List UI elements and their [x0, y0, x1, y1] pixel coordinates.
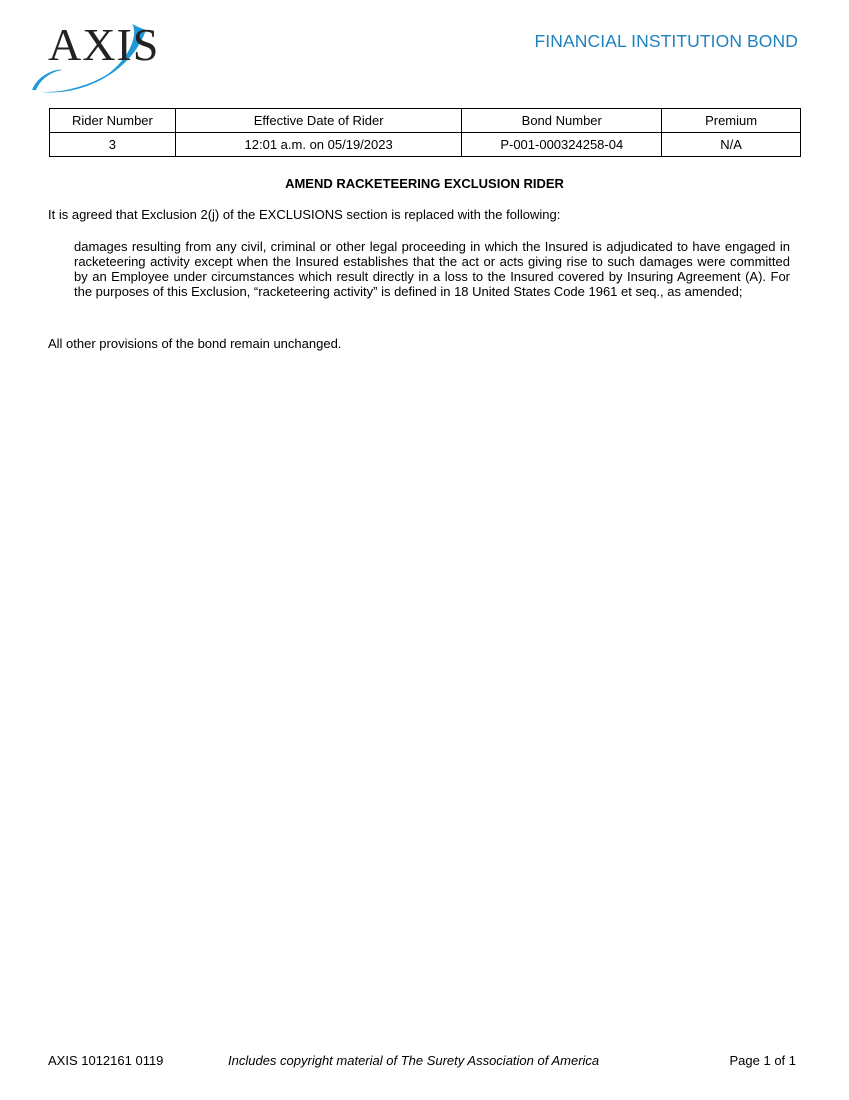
exclusion-paragraph: damages resulting from any civil, criminal or other legal proceeding in which the Insured is adjudicated to have engaged in racketeering activity except when the Insured establishes that the act or acts giving rise to such damages were committed by an Employee under circumstances which result directly in a loss to the Insured covered by Insuring Agreement (A). For the purposes of this Exclusion, “racketeering activity” is defined in 18 United States Code 1961 et seq., as amended;	[74, 239, 790, 299]
effective-date-cell: 12:01 a.m. on 05/19/2023	[175, 133, 462, 157]
footer-form-number: AXIS 1012161 0119	[48, 1053, 164, 1068]
document-title: FINANCIAL INSTITUTION BOND	[534, 31, 798, 51]
closing-paragraph: All other provisions of the bond remain unchanged.	[48, 336, 342, 351]
intro-paragraph: It is agreed that Exclusion 2(j) of the EXCLUSIONS section is replaced with the following:	[48, 207, 561, 222]
column-header-bond-number: Bond Number	[462, 109, 662, 133]
rider-number-cell: 3	[50, 133, 176, 157]
bond-number-cell: P-001-000324258-04	[462, 133, 662, 157]
footer-page-number: Page 1 of 1	[729, 1053, 796, 1068]
column-header-rider-number: Rider Number	[50, 109, 176, 133]
footer-copyright: Includes copyright material of The Surety Association of America	[228, 1053, 600, 1068]
rider-info-table	[49, 108, 801, 157]
axis-logo	[28, 18, 160, 98]
column-header-effective-date: Effective Date of Rider	[175, 109, 462, 133]
rider-title: AMEND RACKETEERING EXCLUSION RIDER	[285, 176, 564, 191]
table-row	[50, 133, 801, 157]
premium-cell: N/A	[662, 133, 801, 157]
table-header-row	[50, 109, 801, 133]
logo-wordmark: AXIS	[48, 19, 160, 70]
column-header-premium: Premium	[662, 109, 801, 133]
